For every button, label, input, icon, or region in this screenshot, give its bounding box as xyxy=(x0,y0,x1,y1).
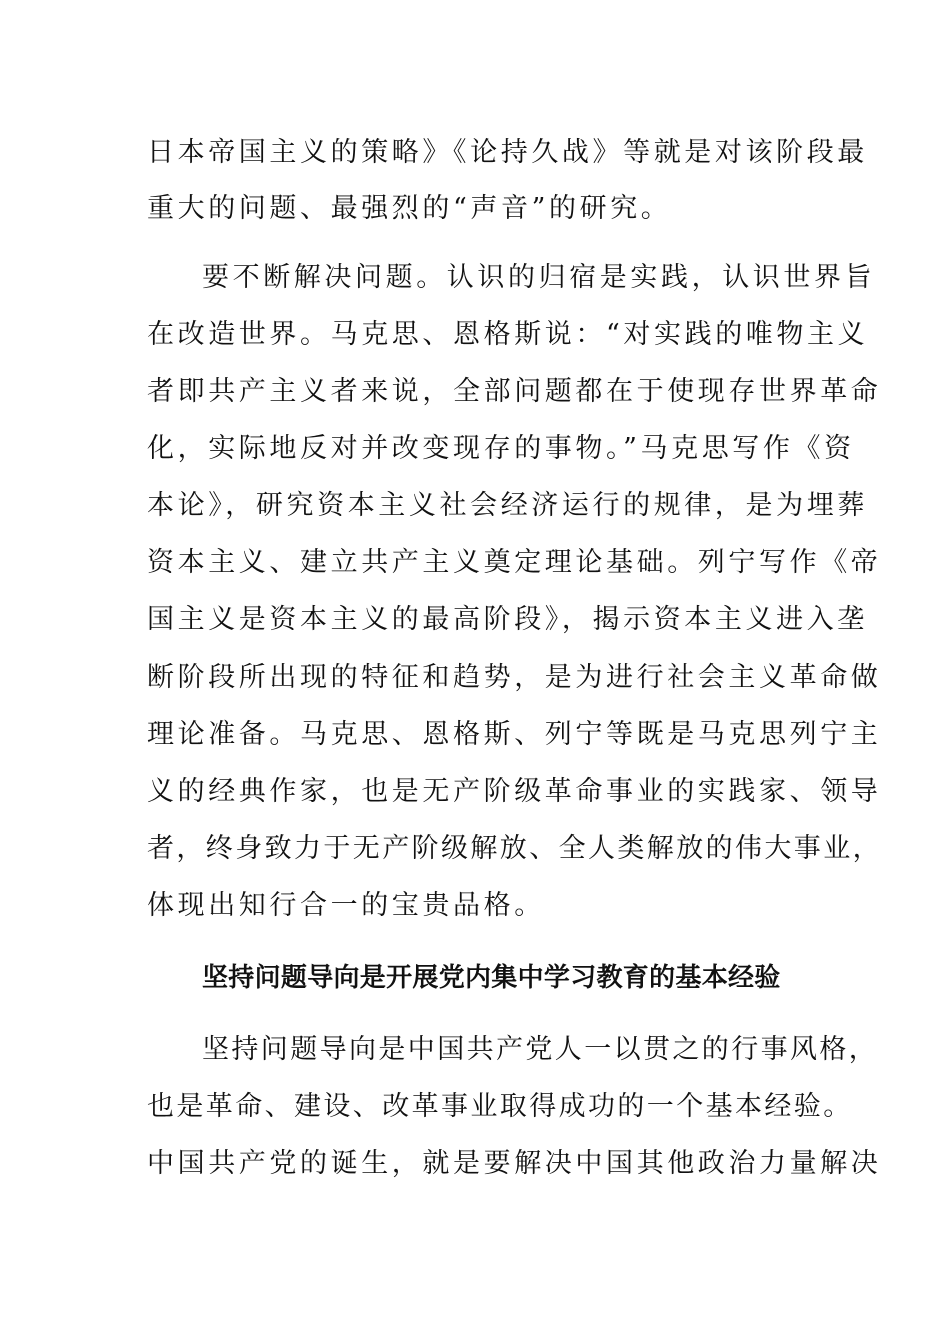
text-line xyxy=(0,600,950,640)
text-line xyxy=(0,1030,950,1070)
text-line-content: 重大的问题、最强烈的“声音”的研究。 xyxy=(147,193,672,224)
text-line-content: 理论准备。马克思、恩格斯、列宁等既是马克思列宁主 xyxy=(147,719,882,750)
text-line-content: 日本帝国主义的策略》《论持久战》等就是对该阶段最 xyxy=(147,137,868,168)
section-heading-text: 坚持问题导向是开展党内集中学习教育的基本经验 xyxy=(202,963,781,993)
text-line-content: 断阶段所出现的特征和趋势，是为进行社会主义革命做 xyxy=(147,662,882,693)
text-line xyxy=(0,372,950,412)
text-line-content: 体现出知行合一的宝贵品格。 xyxy=(147,890,545,921)
text-line xyxy=(0,829,950,869)
text-line-content: 资本主义、建立共产主义奠定理论基础。列宁写作《帝 xyxy=(147,547,882,578)
text-line-content: 国主义是资本主义的最高阶段》，揭示资本主义进入垄 xyxy=(147,604,868,635)
text-line xyxy=(0,1144,950,1184)
text-line xyxy=(0,429,950,469)
text-line-content: 坚持问题导向是中国共产党人一以贯之的行事风格， xyxy=(202,1034,879,1065)
text-line xyxy=(0,133,950,173)
text-line-content: 中国共产党的诞生，就是要解决中国其他政治力量解决 xyxy=(147,1148,882,1179)
text-line-content: 义的经典作家，也是无产阶级革命事业的实践家、领导 xyxy=(147,776,882,807)
text-line-content: 也是革命、建设、改革事业取得成功的一个基本经验。 xyxy=(147,1091,853,1122)
text-line xyxy=(0,772,950,812)
text-line xyxy=(0,886,950,926)
text-line xyxy=(0,258,950,298)
text-line xyxy=(0,715,950,755)
section-heading xyxy=(0,958,950,998)
text-line-content: 者，终身致力于无产阶级解放、全人类解放的伟大事业， xyxy=(147,833,882,864)
text-line-content: 在改造世界。马克思、恩格斯说：“对实践的唯物主义 xyxy=(147,319,869,350)
text-line xyxy=(0,486,950,526)
text-line-content: 本论》，研究资本主义社会经济运行的规律，是为埋葬 xyxy=(147,490,868,521)
text-line xyxy=(0,189,950,229)
text-line-content: 要不断解决问题。认识的归宿是实践，认识世界旨 xyxy=(202,262,876,293)
text-line xyxy=(0,658,950,698)
text-line xyxy=(0,1087,950,1127)
text-line-content: 者即共产主义者来说，全部问题都在于使现存世界革命 xyxy=(147,376,882,407)
text-line-content: 化，实际地反对并改变现存的事物。”马克思写作《资 xyxy=(147,433,855,464)
text-line xyxy=(0,315,950,355)
text-line xyxy=(0,543,950,583)
